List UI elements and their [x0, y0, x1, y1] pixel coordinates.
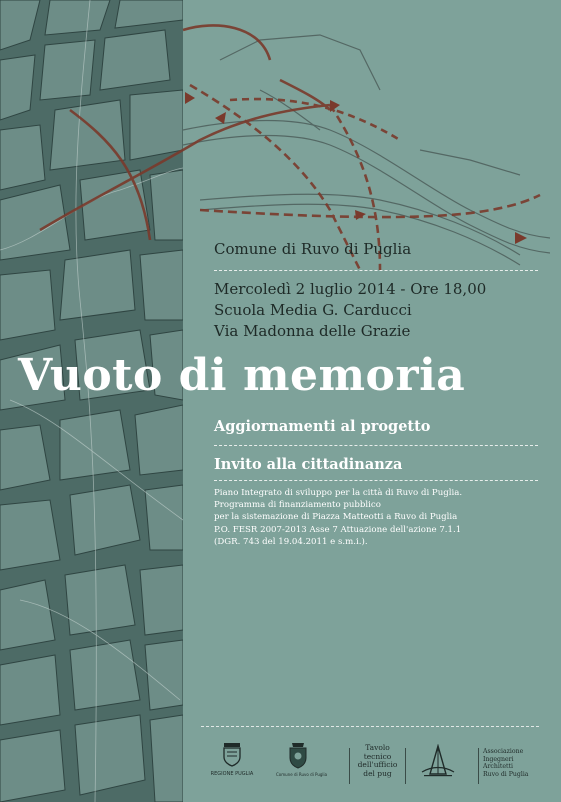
tavolo-line: del pug [363, 768, 392, 778]
assoc-line: Architetti [483, 763, 513, 771]
header-venue: Scuola Media G. Carducci [214, 301, 412, 319]
assoc-line: Ruvo di Puglia [483, 770, 529, 778]
comune-caption: Comune di Ruvo di Puglia [276, 772, 328, 777]
subtitle-second: Invito alla cittadinanza [214, 456, 403, 473]
details-line: Programma di finanziamento pubblico [214, 500, 381, 511]
separator [478, 748, 479, 784]
details-line: P.O. FESR 2007-2013 Asse 7 Attuazione dell'azione 7.1.1 [214, 524, 462, 535]
header-comune: Comune di Ruvo di Puglia [214, 240, 412, 258]
assoc-line: Associazione [483, 748, 524, 755]
header-address: Via Madonna delle Grazie [214, 322, 411, 340]
subtitle-first: Aggiornamenti al progetto [214, 418, 431, 435]
comune-crest-icon [286, 740, 310, 770]
tavolo-line: Tavolo [365, 743, 390, 752]
ordine-ingegneri-logo-icon [418, 744, 458, 778]
details-line: per la sistemazione di Piazza Matteotti a Ruvo di Puglia [214, 512, 458, 523]
poster-title: Vuoto di memoria [18, 350, 466, 401]
divider [214, 445, 538, 446]
regione-caption: REGIONE PUGLIA [210, 771, 254, 777]
divider [214, 480, 538, 481]
details-block [214, 487, 544, 548]
associazione-logo [483, 748, 553, 778]
separator [405, 748, 406, 784]
assoc-line: Ingegneri [483, 755, 514, 763]
divider [214, 270, 538, 271]
tavolo-line: dell'ufficio [357, 760, 398, 769]
details-line: (DGR. 743 del 19.04.2011 e s.m.i.). [214, 536, 368, 547]
footer-divider [201, 726, 539, 727]
tavolo-line: tecnico [363, 751, 392, 761]
tavolo-logo [355, 744, 400, 778]
details-line: Piano Integrato di sviluppo per la città di Ruvo di Puglia. [214, 488, 463, 498]
separator [349, 748, 350, 784]
regione-puglia-crest-icon [221, 741, 243, 767]
header-date: Mercoledì 2 luglio 2014 - Ore 18,00 [214, 280, 487, 298]
